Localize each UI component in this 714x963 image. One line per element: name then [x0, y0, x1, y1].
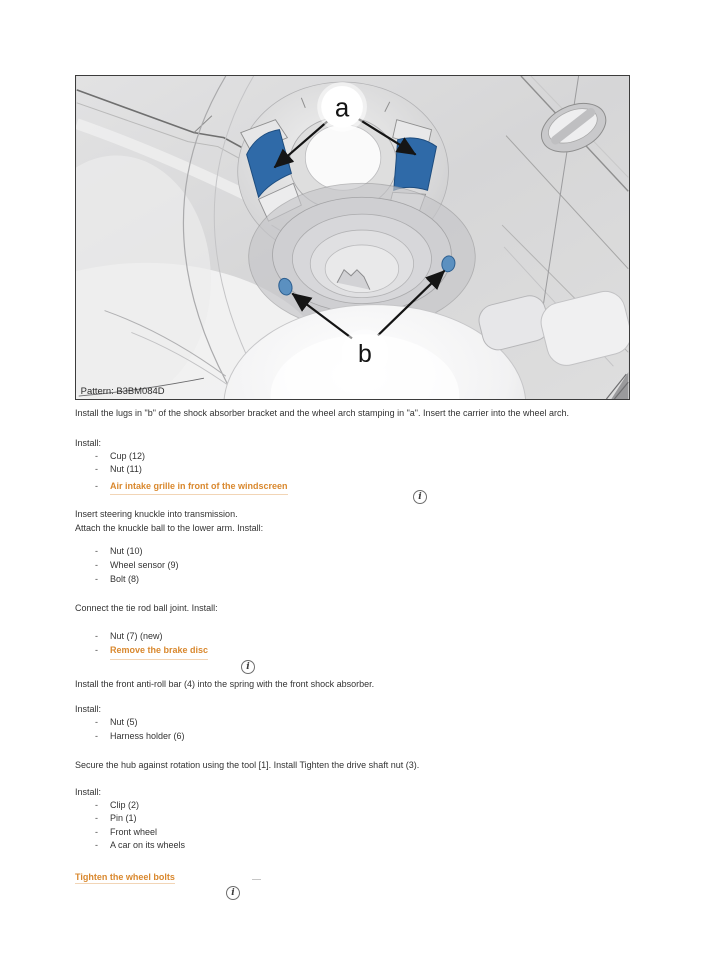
list-item: - Wheel sensor (9)	[95, 559, 179, 573]
install-list-1	[95, 450, 288, 495]
list-item: - Nut (7) (new)	[95, 630, 208, 644]
list-item: - Nut (11)	[95, 463, 288, 476]
paragraph-secure-hub: Secure the hub against rotation using the tool [1]. Install Tighten the drive shaft nut (3).	[75, 760, 420, 770]
paragraph-line: Attach the knuckle ball to the lower arm. Install:	[75, 523, 264, 533]
list-item: - Pin (1)	[95, 812, 185, 825]
info-icon[interactable]: i	[226, 886, 240, 900]
bullet-dash	[95, 463, 110, 476]
info-icon[interactable]: i	[241, 660, 255, 674]
paragraph-steering-knuckle	[75, 507, 607, 535]
install-list-5	[95, 799, 185, 853]
paragraph-anti-roll-bar: Install the front anti-roll bar (4) into the spring with the front shock absorber.	[75, 679, 375, 689]
list-item: - Nut (5)	[95, 716, 185, 730]
bullet-dash	[95, 573, 110, 587]
bullet-dash	[95, 826, 110, 839]
bullet-dash	[95, 545, 110, 559]
bullet-dash	[95, 730, 110, 744]
install-list-4	[95, 716, 185, 744]
install-heading-1: Install:	[75, 438, 102, 448]
figure-caption: Pattern: B3BM084D	[80, 386, 165, 398]
list-item: - Nut (10)	[95, 545, 179, 559]
bullet-dash	[95, 644, 110, 658]
bullet-dash	[95, 839, 110, 852]
paragraph-line: Insert steering knuckle into transmission.	[75, 509, 238, 519]
callout-a-label: a	[334, 94, 350, 123]
list-item: - Front wheel	[95, 826, 185, 839]
bullet-dash	[95, 480, 110, 493]
list-item-link-remove-brake-disc[interactable]: - Remove the brake disc	[95, 644, 208, 660]
link-tighten-wheel-bolts[interactable]: Tighten the wheel bolts	[75, 872, 175, 882]
list-item: - Bolt (8)	[95, 573, 179, 587]
install-list-3	[95, 630, 208, 660]
install-list-2	[95, 545, 179, 586]
figure-illustration-svg	[76, 76, 629, 399]
bullet-dash	[95, 450, 110, 463]
bullet-dash	[95, 630, 110, 644]
install-heading-3: Install:	[75, 787, 102, 797]
list-item-link-air-intake-grille[interactable]: - Air intake grille in front of the windscreen	[95, 480, 288, 495]
list-item: - Cup (12)	[95, 450, 288, 463]
paragraph-install-lugs: Install the lugs in "b" of the shock absorber bracket and the wheel arch stamping in "a". Insert the carrier into the wheel arch.	[75, 408, 570, 418]
dash-mark	[252, 879, 261, 880]
install-heading-2: Install:	[75, 704, 102, 714]
bullet-dash	[95, 812, 110, 825]
callout-b-label: b	[358, 341, 372, 369]
paragraph-tie-rod: Connect the tie rod ball joint. Install:	[75, 603, 218, 613]
bullet-dash	[95, 716, 110, 730]
bullet-dash	[95, 559, 110, 573]
bullet-dash	[95, 799, 110, 812]
list-item: - A car on its wheels	[95, 839, 185, 852]
list-item: - Clip (2)	[95, 799, 185, 812]
figure-shock-absorber-illustration	[75, 75, 630, 400]
list-item: - Harness holder (6)	[95, 730, 185, 744]
info-icon[interactable]: i	[413, 490, 427, 504]
